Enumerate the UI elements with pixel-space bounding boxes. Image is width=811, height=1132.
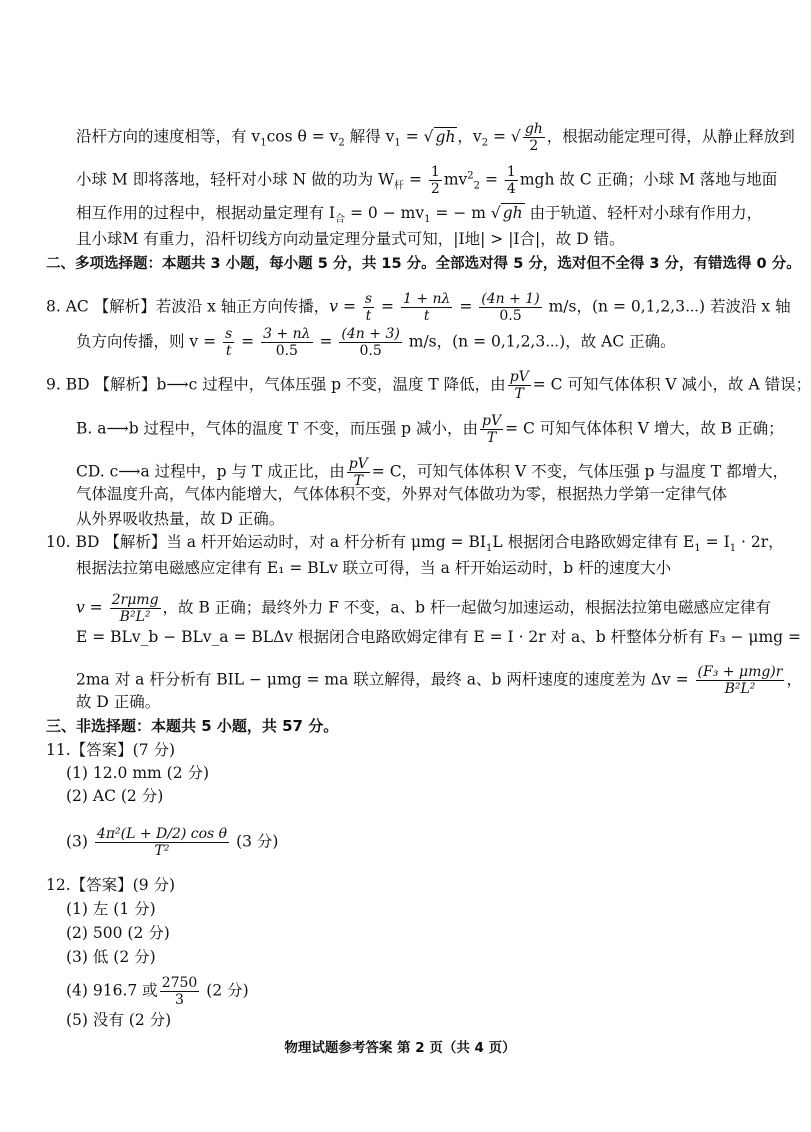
q12-answer-5: (5) 没有 (2 分): [66, 1011, 172, 1029]
section-3-title: 三、非选择题：本题共 5 小题，共 57 分。: [46, 717, 339, 735]
q11-answer-2: (2) AC (2 分): [66, 787, 164, 805]
q10-line-4: E = BLv_b − BLv_a = BLΔv 根据闭合电路欧姆定律有 E = I · 2r 对 a、b 杆整体分析有 F₃ − μmg =: [76, 628, 801, 646]
q10-line-3: v = $\frac{\text{2rμmg}}{\text{B²L²}}$ ，故 B 正确；最终外力 F 不变，a、b 杆一起做匀加速运动，根据法拉第电磁感应定律有: [76, 592, 771, 626]
q7-line-3: 相互作用的过程中，根据动量定理有 $I_合 = 0 - mv_1$ = − m √ gh 由于轨道、轻杆对小球有作用力，: [76, 204, 763, 226]
q9-line-4: 气体温度升高，气体内能增大，气体体积不变，外界对气体做功为零，根据热力学第一定律气体: [76, 485, 728, 503]
q10-line-2: 根据法拉第电磁感应定律有 E₁ = BLv 联立可得，当 a 杆开始运动时，b 杆的速度大小: [76, 559, 672, 577]
q7-line-1: 沿杆方向的速度相等，有 $v_1\cos$ $\theta = v_2$ 解得 $v_1$ = √ gh ，$v_2$ = √ $\frac{gh}{2}$ ，根据动能定理可得，从静止释放到: [76, 121, 795, 155]
q11-answer-3: (3) $\frac{\text{4π²(L + D/2) cos θ}}{\text{T²}}$ (3 分): [66, 826, 279, 860]
q12-answer-2: (2) 500 (2 分): [66, 924, 170, 942]
q8-line-2: 负方向传播，则 v = $\frac{s}{t}$ = $\frac{3 + n\lambda}{0.5}$ = $\frac{(4n + 3)}{0.5}$ m/s，(n = 0,1,2,3⋯)，故 AC 正确。: [76, 326, 676, 360]
q7-line-2: 小球 M 即将落地，轻杆对小球 N 做的功为 $W_杆$ = $\frac{1}{2}$ $mv^2_2$ = $\frac{1}{4}$ mgh 故 C 正确；小球 M 落地与地面: [76, 164, 778, 198]
q12-header: 12.【答案】(9 分): [46, 876, 176, 894]
q9-line-1: 9. BD 【解析】b⟶c 过程中，气体压强 p 不变，温度 T 降低，由 $\frac{pV}{T}$ = C 可知气体体积 V 减小，故 A 错误；: [46, 369, 811, 403]
q12-answer-1: (1) 左 (1 分): [66, 900, 156, 918]
q11-answer-1: (1) 12.0 mm (2 分): [66, 764, 210, 782]
q10-line-1: 10. BD 【解析】当 a 杆开始运动时，对 a 杆分析有 $\mu mg = BI_1L$ 根据闭合电路欧姆定律有 $E_1 = I_1 \cdot 2r$，: [46, 533, 784, 555]
q10-line-5: 2ma 对 a 杆分析有 BIL − μmg = ma 联立解得，最终 a、b 两杆速度的速度差为 Δv = $\frac{\text{(F₃ + μmg)r}}{\text{B²L²}}$ ，: [76, 664, 802, 698]
frac-half: $\frac{1}{2}$: [430, 164, 440, 198]
q9-line-3: CD. c⟶a 过程中，p 与 T 成正比，由 $\frac{pV}{T}$ = C，可知气体体积 V 不变，气体压强 p 与温度 T 都增大，: [76, 456, 789, 490]
q11-header: 11.【答案】(7 分): [46, 741, 176, 759]
q12-answer-3: (3) 低 (2 分): [66, 948, 156, 966]
q8-line-1: 8. AC 【解析】若波沿 x 轴正方向传播，v = $\frac{s}{t}$ = $\frac{1 + n\lambda}{t}$ = $\frac{(4n + 1)}{0.5}$ m/s，(n = 0,1,2,3⋯) 若波沿 x 轴: [46, 291, 791, 325]
q9-line-2: B. a⟶b 过程中，气体的温度 T 不变，而压强 p 减小，由 $\frac{pV}{T}$ = C 可知气体体积 V 增大，故 B 正确；: [76, 413, 784, 447]
page-footer: 物理试题参考答案 第 2 页（共 4 页）: [284, 1040, 516, 1056]
frac-quarter: $\frac{1}{4}$: [506, 164, 516, 198]
q12-answer-4: (4) 916.7 或 $\frac{2750}{3}$ (2 分): [66, 975, 249, 1009]
frac-gh-2: $\frac{gh}{2}$: [524, 121, 543, 155]
q7-line-4: 且小球M 有重力，沿杆切线方向动量定理分量式可知，|I地| > |I合|，故 D 错。: [76, 230, 625, 248]
section-2-title: 二、多项选择题：本题共 3 小题，每小题 5 分，共 15 分。全部选对得 5 分，选对但不全得 3 分，有错选得 0 分。: [46, 256, 801, 272]
q9-line-5: 从外界吸收热量，故 D 正确。: [76, 510, 285, 528]
q10-line-6: 故 D 正确。: [76, 693, 161, 711]
